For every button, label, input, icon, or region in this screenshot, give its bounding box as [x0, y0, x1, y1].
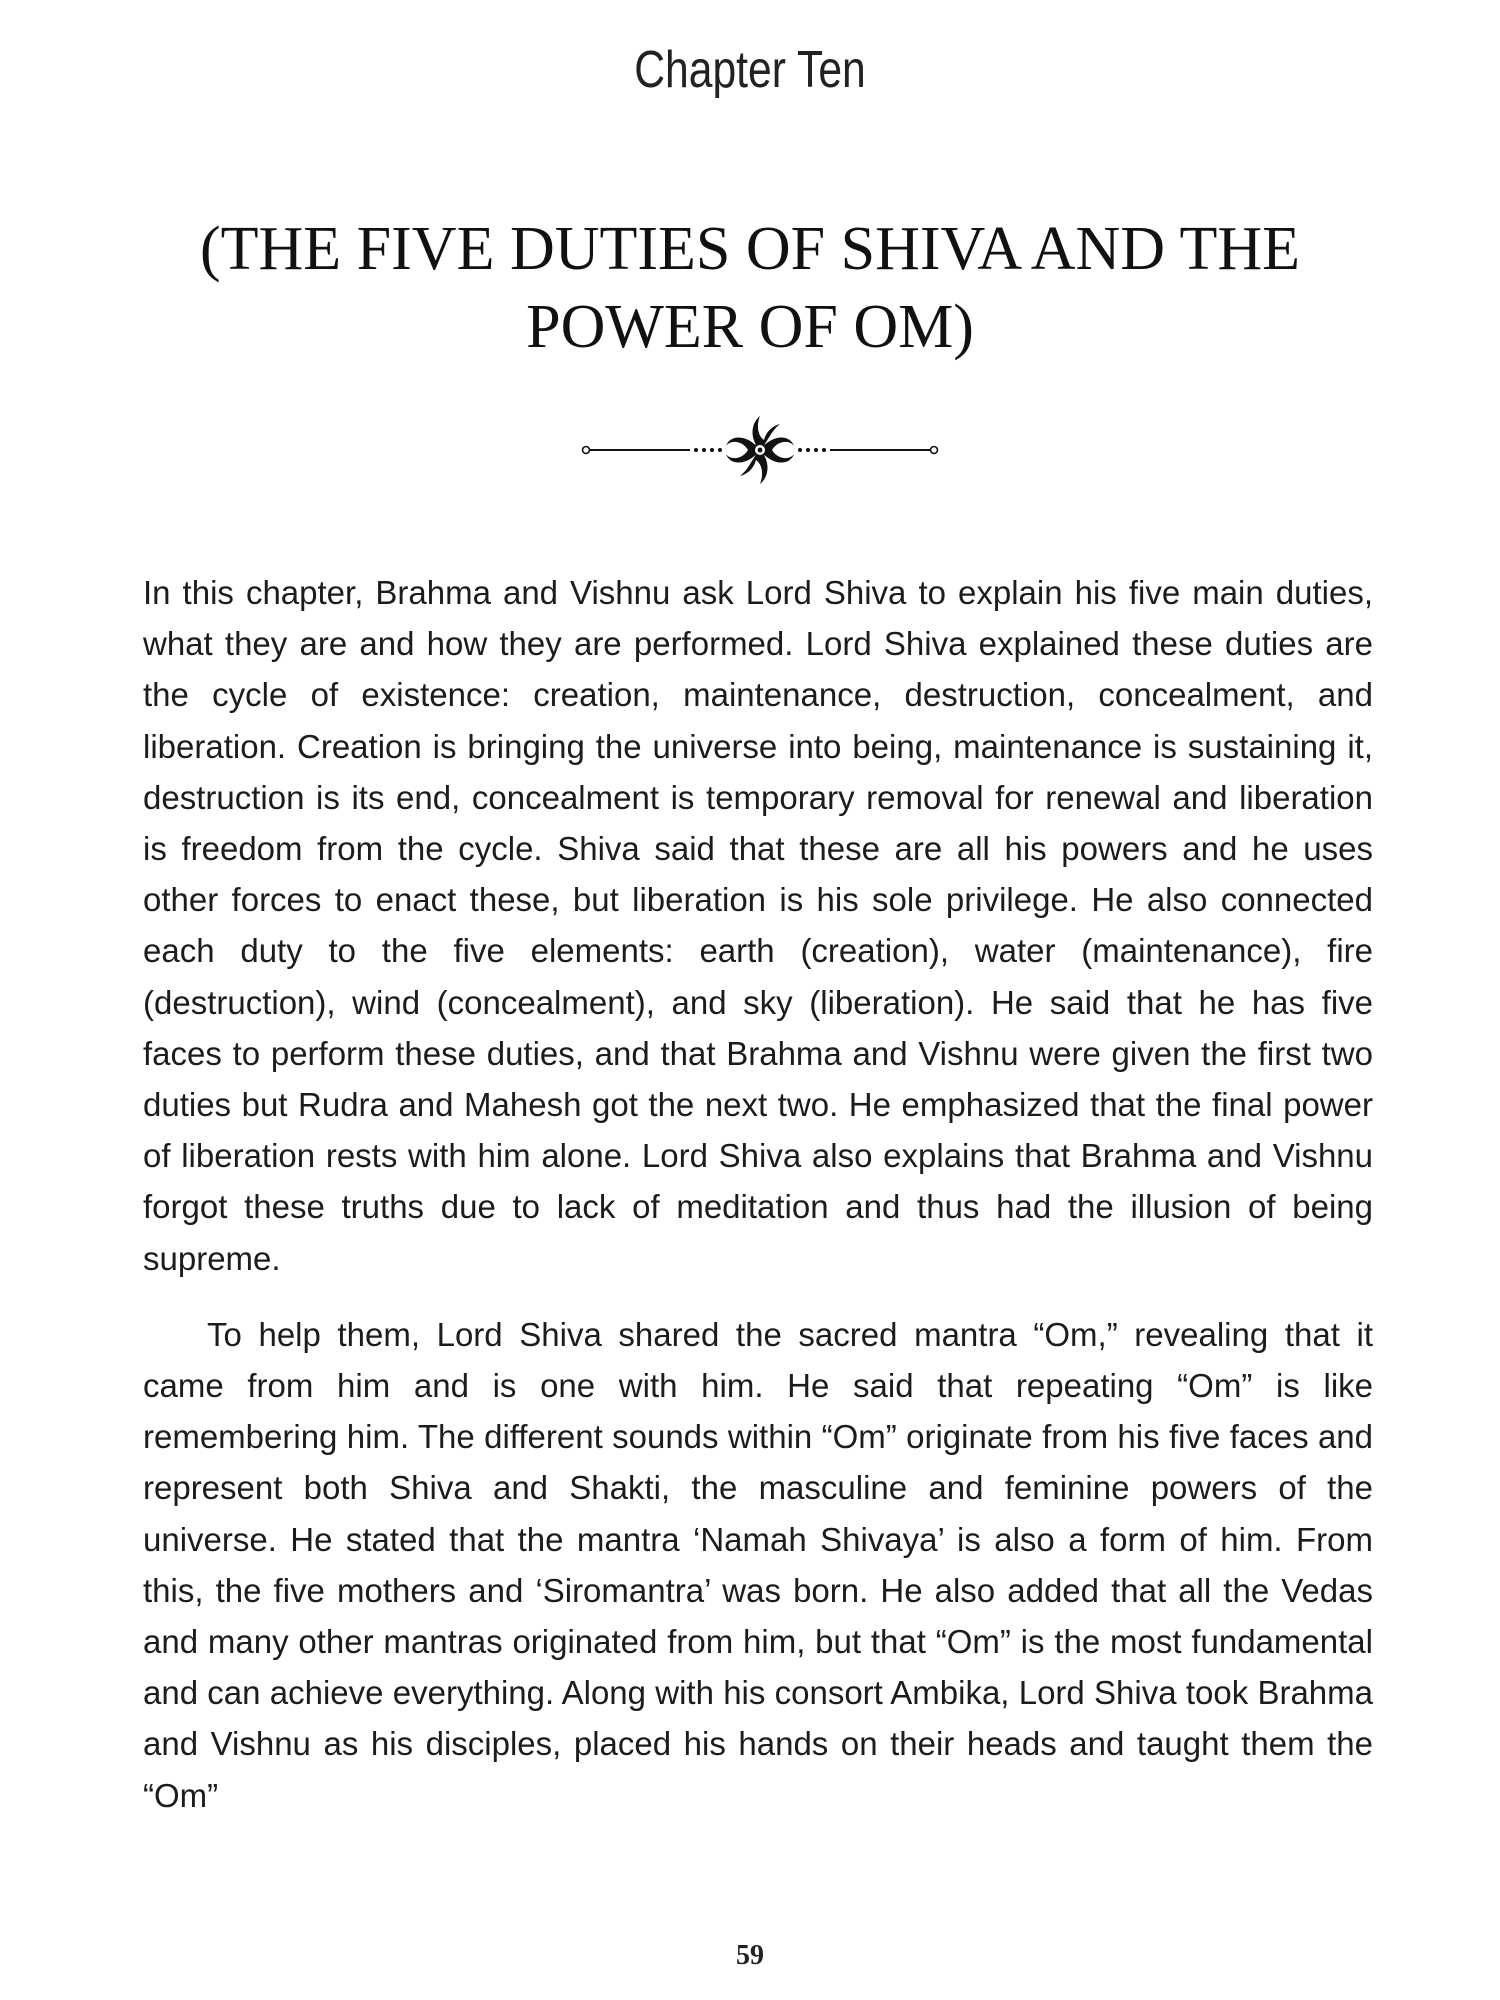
floral-divider-ornament-icon [580, 410, 940, 490]
paragraph-2: To help them, Lord Shiva shared the sacred mantra “Om,” revealing that it came from him and is one with him. He said that repeating “Om” is like remembering him. The different sounds within “Om” originate from his five faces and represent both Shiva and Shakti, the masculine and feminine powers of the universe. He stated that the mantra ‘Namah Shivaya’ is also a form of him. From this, the five mothers and ‘Siromantra’ was born. He also added that all the Vedas and many other mantras originated from him, but that “Om” is the most fundamental and can achieve everything. Along with his consort Ambika, Lord Shiva took Brahma and Vishnu as his disciples, placed his hands on their heads and taught them the “Om” [143, 1315, 1373, 1814]
chapter-title: (THE FIVE DUTIES OF SHIVA AND THE POWER OF OM) [200, 215, 1300, 361]
page-number: 59 [736, 1940, 764, 1971]
paragraph-1: In this chapter, Brahma and Vishnu ask Lord Shiva to explain his five main duties, what they are and how they are performed. Lord Shiva explained these duties are the cycle of existence: creation, maintenance, destruction, concealment, and liberation. Creation is bringing the universe into being, maintenance is sustaining it, destruction is its end, concealment is temporary removal for renewal and liberation is freedom from the cycle. Shiva said that these are all his powers and he uses other forces to enact these, but liberation is his sole privilege. He also connected each duty to the five elements: earth (creation), water (maintenance), fire (destruction), wind (concealment), and sky (liberation). He said that he has five faces to perform these duties, and that Brahma and Vishnu were given the first two duties but Rudra and Mahesh got the next two. He emphasized that the final power of liberation rests with him alone. Lord Shiva also explains that Brahma and Vishnu forgot these truths due to lack of meditation and thus had the illusion of being supreme. [143, 574, 1373, 1277]
chapter-label: Chapter Ten [634, 41, 866, 99]
body-text [143, 567, 1373, 1821]
